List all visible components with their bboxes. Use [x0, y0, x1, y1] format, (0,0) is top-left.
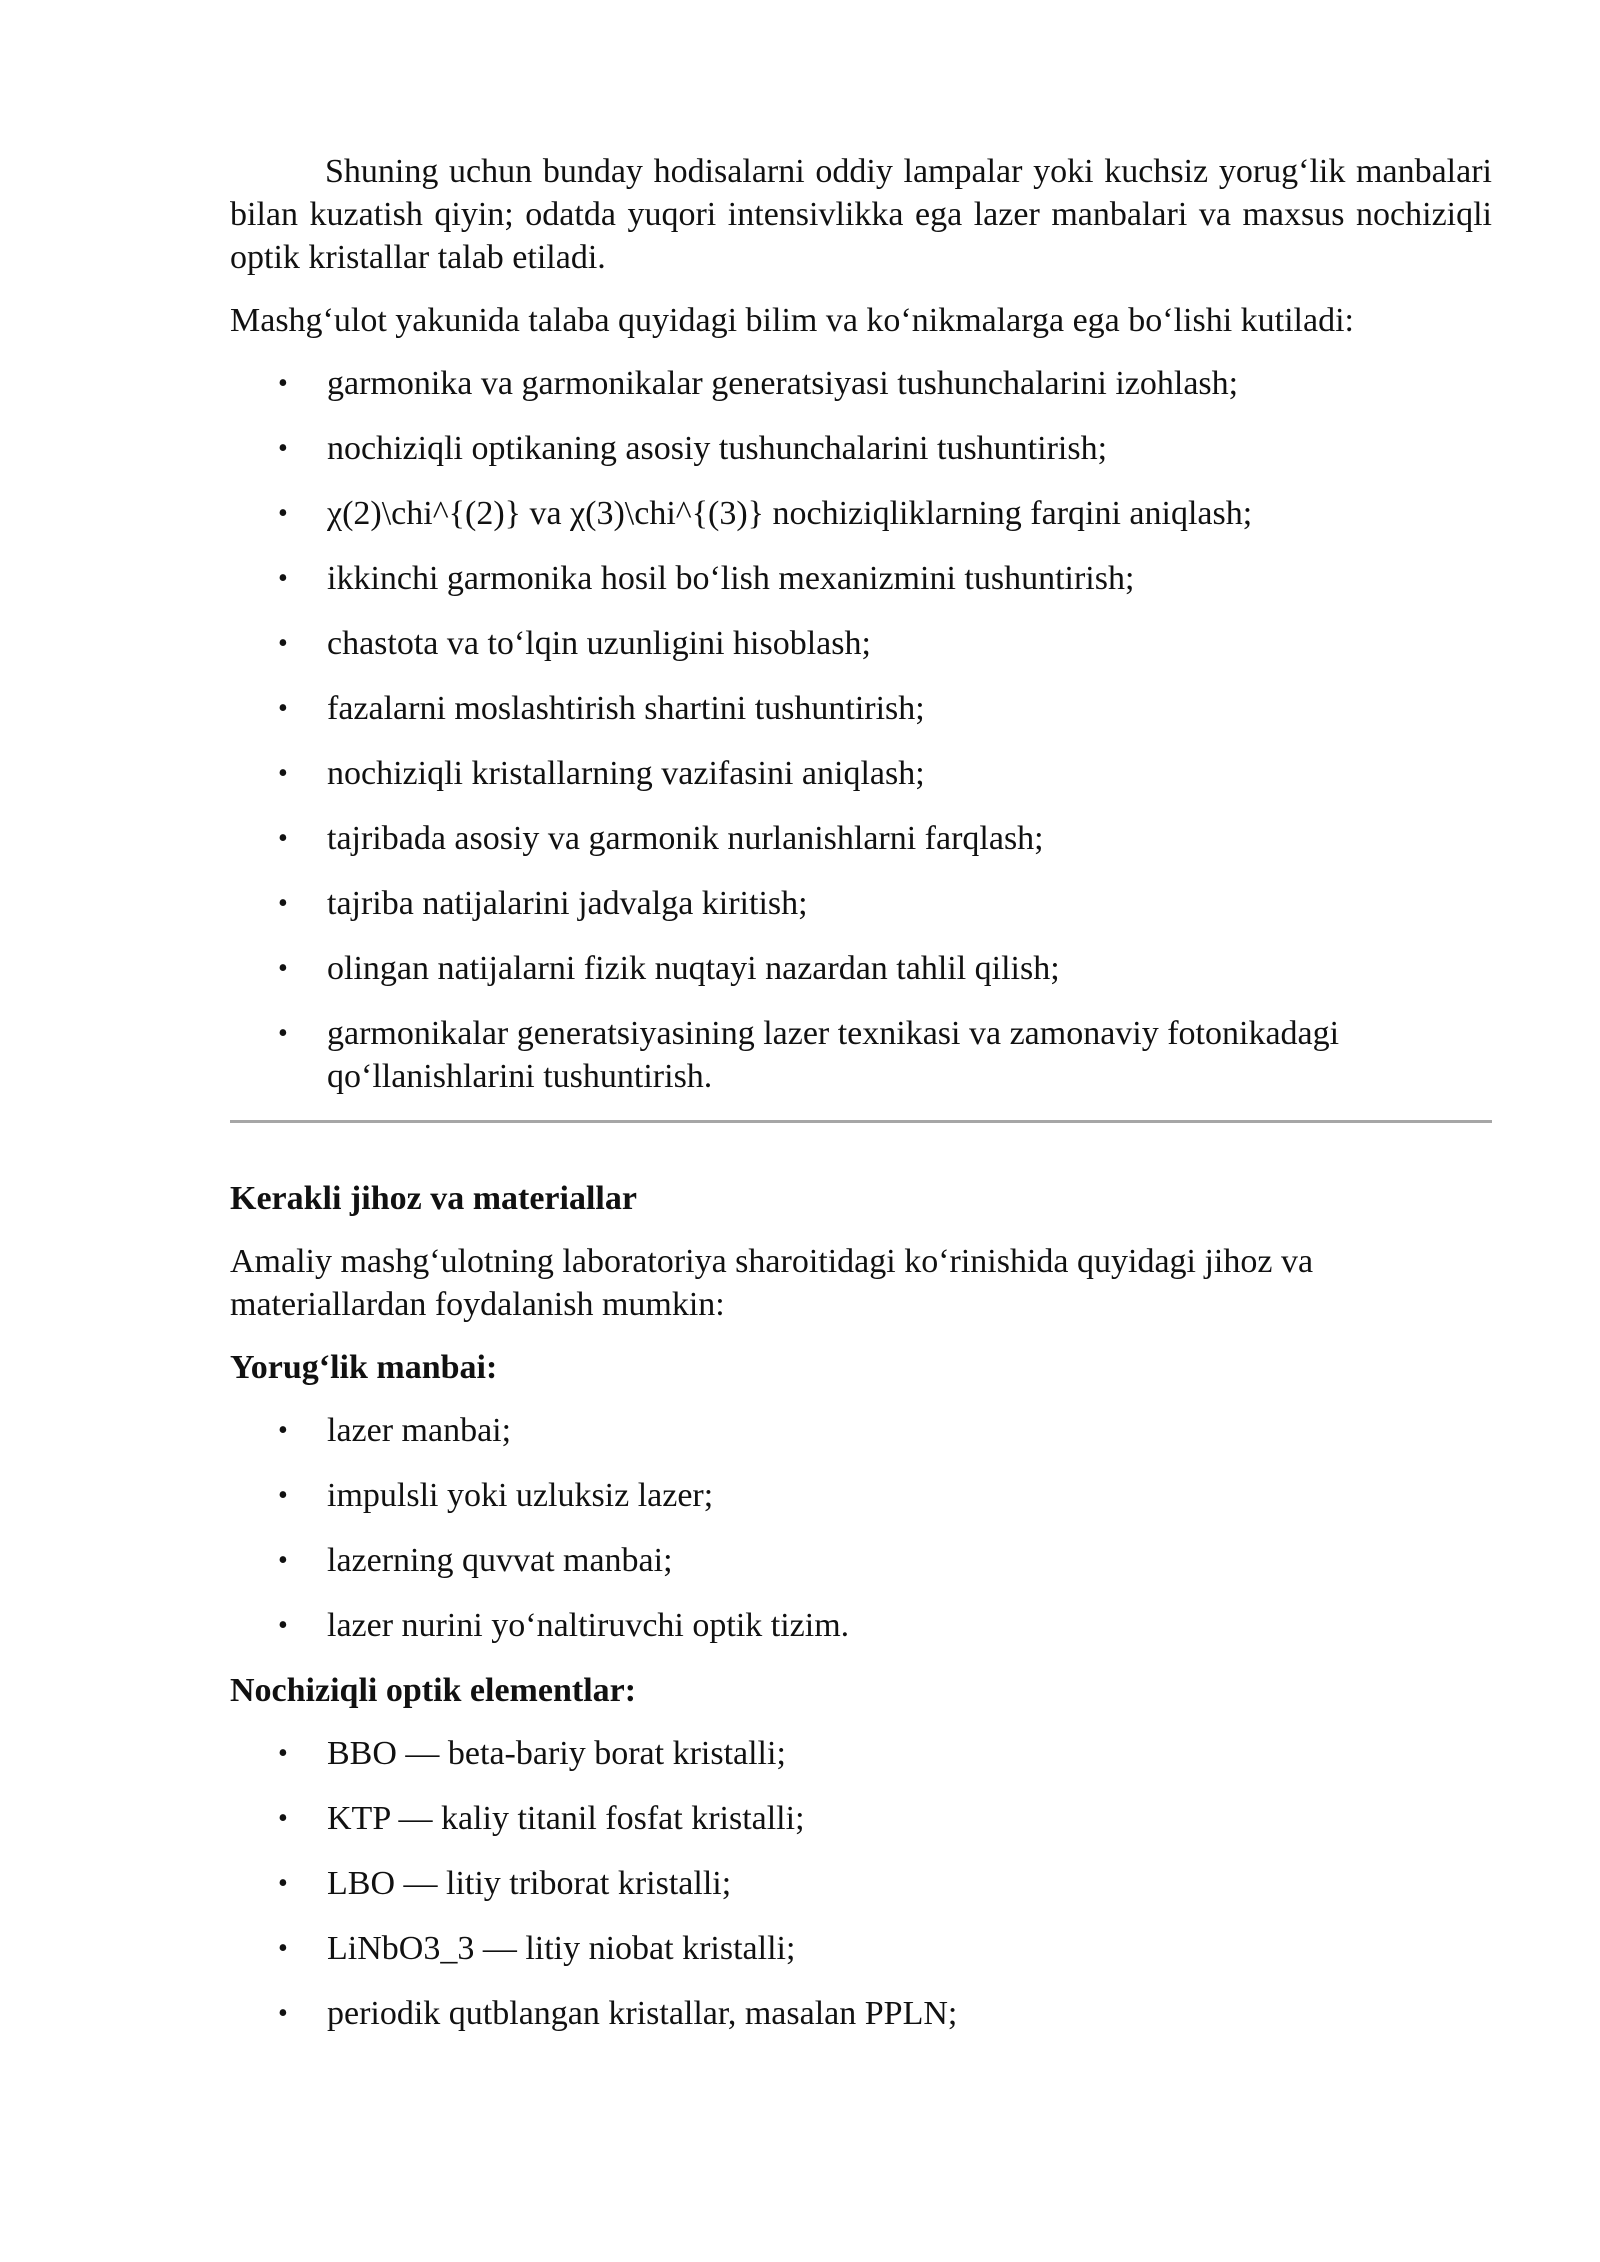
list-item: [230, 492, 1492, 535]
horizontal-divider: [230, 1120, 1492, 1123]
bullet-icon: •: [278, 563, 288, 594]
list-item: [230, 1862, 1492, 1905]
list-item: [230, 1539, 1492, 1582]
list-item: [230, 947, 1492, 990]
list-item-text: garmonikalar generatsiyasining lazer texnikasi va zamonaviy fotonikadagi qo‘llanishlarini tushuntirish.: [327, 1015, 1340, 1095]
list-item: [230, 1797, 1492, 1840]
list-item-text: impulsli yoki uzluksiz lazer;: [327, 1477, 714, 1514]
document-page: [230, 150, 1492, 2057]
list-item-text: KTP — kaliy titanil fosfat kristalli;: [327, 1800, 805, 1837]
bullet-icon: •: [278, 1018, 288, 1049]
list-item-text: nochiziqli kristallarning vazifasini aniqlash;: [327, 755, 925, 792]
bullet-icon: •: [278, 1868, 288, 1899]
bullet-icon: •: [278, 1738, 288, 1769]
list-item: [230, 752, 1492, 795]
light-source-heading: Yorug‘lik manbai:: [230, 1349, 498, 1386]
bullet-icon: •: [278, 1545, 288, 1576]
bullet-icon: •: [278, 1415, 288, 1446]
bullet-icon: •: [278, 758, 288, 789]
list-item-text: tajriba natijalarini jadvalga kiritish;: [327, 885, 808, 922]
list-item: [230, 882, 1492, 925]
bullet-icon: •: [278, 1998, 288, 2029]
equipment-intro: Amaliy mashg‘ulotning laboratoriya sharoitidagi ko‘rinishida quyidagi jihoz va materiallardan foydalanish mumkin:: [230, 1243, 1314, 1323]
nonlinear-elements-list: [230, 1732, 1492, 2035]
list-item: [230, 1409, 1492, 1452]
list-item-text: χ(2)\chi^{(2)} va χ(3)\chi^{(3)} nochiziqliklarning farqini aniqlash;: [327, 495, 1253, 532]
list-item-text: LBO — litiy triborat kristalli;: [327, 1865, 732, 1902]
outcomes-intro: Mashg‘ulot yakunida talaba quyidagi bilim va ko‘nikmalarga ega bo‘lishi kutiladi:: [230, 302, 1354, 339]
list-item: [230, 1992, 1492, 2035]
list-item: [230, 1927, 1492, 1970]
bullet-icon: •: [278, 823, 288, 854]
list-item-text: LiNbO3_3 — litiy niobat kristalli;: [327, 1930, 796, 1967]
list-item-text: fazalarni moslashtirish shartini tushuntirish;: [327, 690, 925, 727]
outcomes-list: [230, 362, 1492, 1098]
bullet-icon: •: [278, 433, 288, 464]
list-item: [230, 362, 1492, 405]
list-item: [230, 557, 1492, 600]
bullet-icon: •: [278, 1480, 288, 1511]
bullet-icon: •: [278, 1933, 288, 1964]
list-item-text: lazer nurini yo‘naltiruvchi optik tizim.: [327, 1607, 850, 1644]
list-item-text: olingan natijalarni fizik nuqtayi nazardan tahlil qilish;: [327, 950, 1060, 987]
list-item: [230, 1012, 1492, 1098]
list-item-text: nochiziqli optikaning asosiy tushunchalarini tushuntirish;: [327, 430, 1108, 467]
list-item-text: lazerning quvvat manbai;: [327, 1542, 673, 1579]
light-source-list: [230, 1409, 1492, 1647]
bullet-icon: •: [278, 368, 288, 399]
list-item: [230, 1604, 1492, 1647]
list-item: [230, 1732, 1492, 1775]
nonlinear-elements-heading: Nochiziqli optik elementlar:: [230, 1672, 637, 1709]
list-item: [230, 687, 1492, 730]
list-item-text: BBO — beta-bariy borat kristalli;: [327, 1735, 786, 1772]
bullet-icon: •: [278, 953, 288, 984]
list-item-text: garmonika va garmonikalar generatsiyasi tushunchalarini izohlash;: [327, 365, 1239, 402]
bullet-icon: •: [278, 888, 288, 919]
list-item: [230, 622, 1492, 665]
list-item: [230, 817, 1492, 860]
intro-paragraph: Shuning uchun bunday hodisalarni oddiy lampalar yoki kuchsiz yorug‘lik manbalari bilan kuzatish qiyin; odatda yuqori intensivlikka ega lazer manbalari va maxsus nochiziqli optik kristallar talab etiladi.: [230, 153, 1492, 276]
list-item-text: chastota va to‘lqin uzunligini hisoblash;: [327, 625, 871, 662]
list-item-text: periodik qutblangan kristallar, masalan PPLN;: [327, 1995, 958, 2032]
list-item-text: lazer manbai;: [327, 1412, 512, 1449]
bullet-icon: •: [278, 498, 288, 529]
bullet-icon: •: [278, 628, 288, 659]
list-item: [230, 427, 1492, 470]
list-item-text: tajribada asosiy va garmonik nurlanishlarni farqlash;: [327, 820, 1044, 857]
bullet-icon: •: [278, 1803, 288, 1834]
bullet-icon: •: [278, 1610, 288, 1641]
list-item-text: ikkinchi garmonika hosil bo‘lish mexanizmini tushuntirish;: [327, 560, 1135, 597]
bullet-icon: •: [278, 693, 288, 724]
section-heading: Kerakli jihoz va materiallar: [230, 1180, 637, 1217]
list-item: [230, 1474, 1492, 1517]
